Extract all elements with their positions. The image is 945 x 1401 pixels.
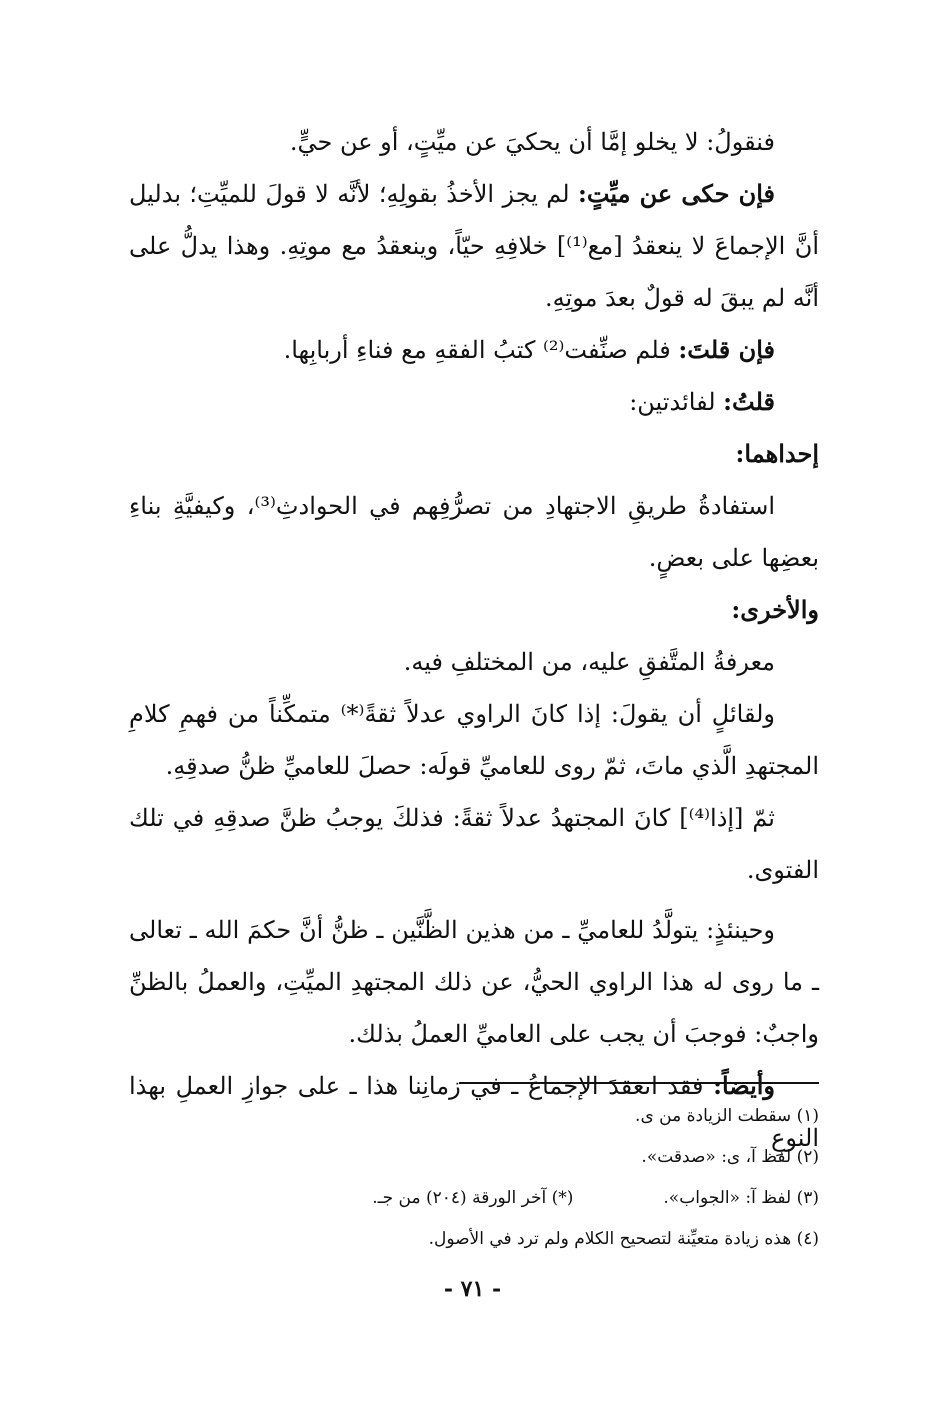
- paragraph-text: فقد انعقدَ الإجماعُ ـ في زمانِنا هذا ـ على جوازِ العملِ بهذا النوعِ: [129, 1072, 819, 1152]
- footnotes: [129, 1096, 819, 1260]
- footnote-row: [129, 1178, 819, 1219]
- footnote-separator: [459, 1082, 819, 1084]
- paragraph-lead: قلتُ:: [723, 387, 775, 416]
- paragraph-1: [129, 116, 819, 168]
- paragraph-7: [129, 688, 819, 792]
- paragraph-3: [129, 324, 819, 376]
- paragraph-lead: وأيضاً:: [713, 1071, 775, 1100]
- footnote-4: (٤) هذه زيادة متعيِّنة لتصحيح الكلام ولم ترد في الأصول.: [428, 1229, 819, 1249]
- paragraph-text: معرفةُ المتَّفقِ عليه، من المختلفِ فيه.: [403, 648, 775, 676]
- section-heading-second: والأخرى:: [731, 595, 819, 624]
- paragraph-text: ولقائلٍ أن يقولَ: إذا كانَ الراوي عدلاً ثقةً⁽*⁾ متمكِّناً من فهمِ كلامِ المجتهدِ الَّذي ماتَ، ثمّ روى للعاميِّ قولَه: حصلَ للعاميِّ ظنُّ صدقِهِ.: [129, 700, 819, 780]
- footnote-star: (*) آخر الورقة (٢٠٤) من جـ.: [372, 1188, 574, 1208]
- paragraph-lead: فإن قلتَ:: [678, 335, 775, 364]
- paragraph-text: ثمّ [إذا⁽⁴⁾] كانَ المجتهدُ عدلاً ثقةً: فذلكَ يوجبُ ظنَّ صدقِهِ في تلك الفتوى.: [129, 804, 819, 884]
- paragraph-text: فلم صنِّفت⁽²⁾ كتبُ الفقهِ مع فناءِ أربابِها.: [283, 336, 679, 364]
- page-number: - ٧١ -: [443, 1276, 502, 1302]
- paragraph-4: [129, 376, 819, 428]
- paragraph-text: لفائدتين:: [629, 388, 724, 416]
- paragraph-2: [129, 168, 819, 324]
- paragraph-text: فنقولُ: لا يخلو إمَّا أن يحكيَ عن ميِّتٍ، أو عن حيٍّ.: [289, 128, 775, 156]
- paragraph-text: لم يجز الأخذُ بقولِهِ؛ لأنَّه لا قولَ للميِّتِ؛ بدليل أنَّ الإجماعَ لا ينعقدُ [مع⁽¹⁾] خلافِهِ حيّاً، وينعقدُ مع موتِهِ. وهذا يدلُّ على أنَّه لم يبقَ له قولٌ بعدَ موتِهِ.: [129, 180, 819, 312]
- section-heading-first: إحداهما:: [735, 439, 819, 468]
- paragraph-text: استفادةُ طريقِ الاجتهادِ من تصرُّفِهم في الحوادثِ⁽³⁾، وكيفيَّةِ بناءِ بعضِها على بعضٍ.: [129, 492, 819, 572]
- paragraph-5: [129, 480, 819, 584]
- footnote-2: (٢) لفظ آ، ى: «صدقت».: [641, 1147, 819, 1167]
- paragraph-6: [129, 636, 819, 688]
- paragraph-text: وحينئذٍ: يتولَّدُ للعاميِّ ـ من هذين الظَّنَّين ـ ظنُّ أنَّ حكمَ الله ـ تعالى ـ ما روى له هذا الراوي الحيُّ، عن ذلك المجتهدِ الميِّتِ، والعملُ بالظنِّ واجبٌ: فوجبَ أن يجب على العاميِّ العملُ بذلك.: [129, 916, 819, 1048]
- paragraph-8: [129, 792, 819, 896]
- footnote-1: (١) سقطت الزيادة من ى.: [635, 1106, 819, 1126]
- paragraph-lead: فإن حكى عن ميِّتٍ:: [577, 179, 775, 208]
- paragraph-9: [129, 904, 819, 1060]
- footnote-3: (٣) لفظ آ: «الجواب».: [663, 1188, 819, 1208]
- main-text: [129, 116, 819, 1164]
